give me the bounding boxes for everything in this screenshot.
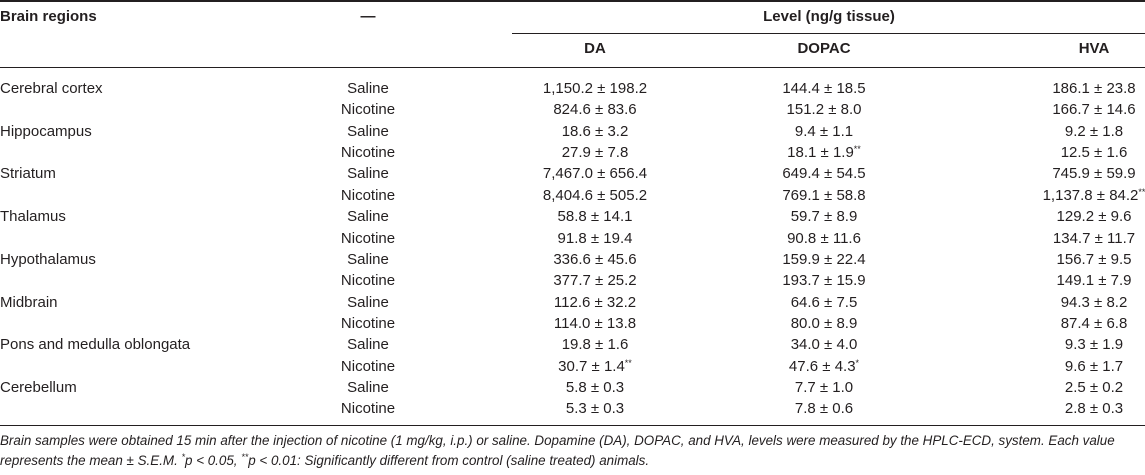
dopac-value: 18.1 ± 1.9** xyxy=(787,144,861,162)
hva-value: 9.3 ± 1.9 xyxy=(1064,336,1124,354)
dopac-value: 7.7 ± 1.0 xyxy=(794,378,854,396)
table-bottom-rule xyxy=(0,425,1145,426)
treatment-cell: Saline xyxy=(347,378,389,396)
da-value: 5.8 ± 0.3 xyxy=(565,378,625,396)
region-cell: Midbrain xyxy=(0,293,58,311)
hva-value: 1,137.8 ± 84.2** xyxy=(1042,186,1145,204)
header-dopac: DOPAC xyxy=(797,40,851,57)
dopac-value: 769.1 ± 58.8 xyxy=(782,186,866,204)
hva-value: 9.2 ± 1.8 xyxy=(1064,122,1124,140)
hva-value: 745.9 ± 59.9 xyxy=(1052,165,1136,183)
treatment-cell: Nicotine xyxy=(340,314,396,332)
hva-value: 129.2 ± 9.6 xyxy=(1056,208,1132,226)
treatment-cell: Saline xyxy=(347,80,389,97)
da-value: 1,150.2 ± 198.2 xyxy=(542,80,648,97)
treatment-cell: Nicotine xyxy=(340,229,396,247)
da-value: 7,467.0 ± 656.4 xyxy=(542,165,648,183)
hva-value: 134.7 ± 11.7 xyxy=(1052,229,1136,247)
treatment-cell: Saline xyxy=(347,122,389,140)
da-value: 5.3 ± 0.3 xyxy=(565,400,625,418)
header-level-group: Level (ng/g tissue) xyxy=(763,8,895,25)
region-cell: Hippocampus xyxy=(0,122,92,140)
dopac-value: 9.4 ± 1.1 xyxy=(794,122,854,140)
header-brain-regions: Brain regions xyxy=(0,8,97,25)
group-header-rule xyxy=(512,33,1145,34)
hva-value: 12.5 ± 1.6 xyxy=(1060,144,1128,162)
dopac-value: 7.8 ± 0.6 xyxy=(794,400,854,418)
dopac-value: 80.0 ± 8.9 xyxy=(790,314,858,332)
da-value: 27.9 ± 7.8 xyxy=(561,144,629,162)
hva-value: 2.5 ± 0.2 xyxy=(1064,378,1124,396)
dopac-value: 90.8 ± 11.6 xyxy=(787,229,861,247)
dopac-value: 144.4 ± 18.5 xyxy=(782,80,866,97)
dopac-value: 649.4 ± 54.5 xyxy=(782,165,866,183)
treatment-cell: Saline xyxy=(347,208,389,226)
significance-marker: ** xyxy=(853,144,861,155)
treatment-cell: Saline xyxy=(347,165,389,183)
treatment-cell: Saline xyxy=(347,250,389,268)
region-cell: Cerebellum xyxy=(0,378,77,396)
da-value: 8,404.6 ± 505.2 xyxy=(542,186,648,204)
dopac-value: 34.0 ± 4.0 xyxy=(790,336,858,354)
footnote xyxy=(0,431,1140,471)
footnote-line-1: Brain samples were obtained 15 min after the injection of nicotine (1 mg/kg, i.p.) or saline. Dopamine (DA), DOPAC, and HVA, levels were measured by the HPLC-ECD, system. Each value xyxy=(0,433,1115,448)
header-bottom-rule xyxy=(0,67,1145,68)
region-cell: Cerebral cortex xyxy=(0,80,103,97)
da-value: 18.6 ± 3.2 xyxy=(561,122,629,140)
significance-marker: ** xyxy=(1138,186,1145,197)
hva-value: 149.1 ± 7.9 xyxy=(1056,272,1132,290)
dopac-value: 159.9 ± 22.4 xyxy=(782,250,866,268)
significance-marker: ** xyxy=(624,357,632,368)
dopac-value: 64.6 ± 7.5 xyxy=(790,293,858,311)
region-cell: Pons and medulla oblongata xyxy=(0,336,191,354)
dopac-value: 151.2 ± 8.0 xyxy=(786,101,862,119)
hva-value: 94.3 ± 8.2 xyxy=(1060,293,1128,311)
treatment-cell: Nicotine xyxy=(340,186,396,204)
header-treatment: — xyxy=(360,8,376,25)
dopac-value: 59.7 ± 8.9 xyxy=(790,208,858,226)
significance-marker: * xyxy=(855,357,860,368)
da-value: 58.8 ± 14.1 xyxy=(557,208,633,226)
header-da: DA xyxy=(584,40,606,57)
hva-value: 9.6 ± 1.7 xyxy=(1064,357,1124,375)
da-value: 114.0 ± 13.8 xyxy=(553,314,637,332)
treatment-cell: Nicotine xyxy=(340,101,396,119)
hva-value: 156.7 ± 9.5 xyxy=(1056,250,1132,268)
region-cell: Hypothalamus xyxy=(0,250,96,268)
da-value: 336.6 ± 45.6 xyxy=(553,250,637,268)
table-top-rule xyxy=(0,0,1145,2)
da-value: 112.6 ± 32.2 xyxy=(553,293,637,311)
da-value: 30.7 ± 1.4** xyxy=(558,357,632,375)
hva-value: 87.4 ± 6.8 xyxy=(1060,314,1128,332)
hva-value: 2.8 ± 0.3 xyxy=(1064,400,1124,418)
treatment-cell: Nicotine xyxy=(340,400,396,418)
treatment-cell: Saline xyxy=(347,293,389,311)
treatment-cell: Nicotine xyxy=(340,272,396,290)
da-value: 19.8 ± 1.6 xyxy=(561,336,629,354)
header-hva: HVA xyxy=(1078,40,1110,57)
treatment-cell: Nicotine xyxy=(340,144,396,162)
dopac-value: 47.6 ± 4.3* xyxy=(788,357,860,375)
da-value: 377.7 ± 25.2 xyxy=(553,272,637,290)
hva-value: 166.7 ± 14.6 xyxy=(1052,101,1136,119)
treatment-cell: Nicotine xyxy=(340,357,396,375)
hva-value: 186.1 ± 23.8 xyxy=(1052,80,1136,97)
footnote-line-2: represents the mean ± S.E.M. *p < 0.05, **p < 0.01: Significantly different from control (saline treated) animals. xyxy=(0,452,650,468)
region-cell: Striatum xyxy=(0,165,56,183)
dopac-value: 193.7 ± 15.9 xyxy=(782,272,866,290)
da-value: 824.6 ± 83.6 xyxy=(553,101,637,119)
region-cell: Thalamus xyxy=(0,208,66,226)
da-value: 91.8 ± 19.4 xyxy=(557,229,633,247)
treatment-cell: Saline xyxy=(347,336,389,354)
